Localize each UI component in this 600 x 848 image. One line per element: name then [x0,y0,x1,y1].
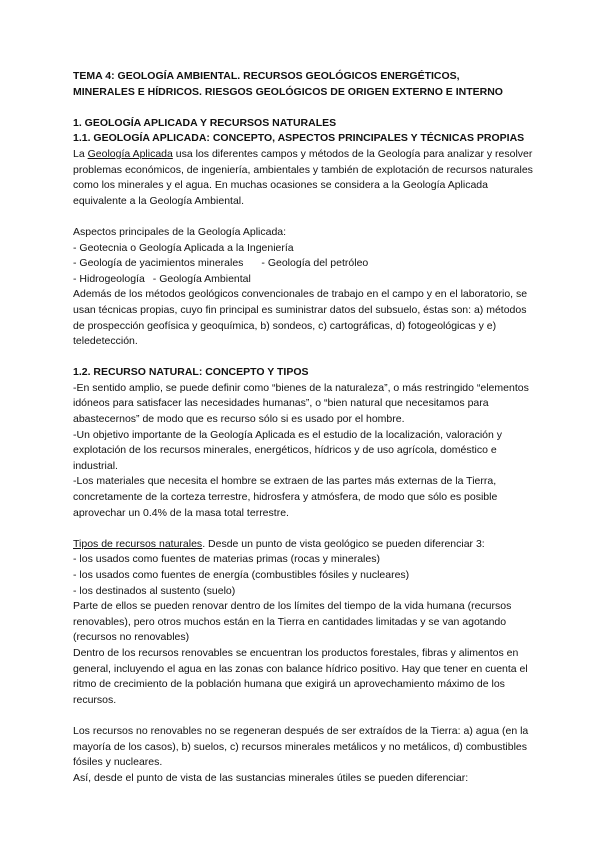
recurso-paragraph: -Los materiales que necesita el hombre se extraen de las partes más externas de la Tierra, concretamente de la corteza terrestre, hidrosfera y atmósfera, de modo que sólo es posible aprovechar un 0.4% de la masa total terrestre. [73,475,498,519]
renewable-paragraph: Parte de ellos se pueden renovar dentro de los límites del tiempo de la vida humana (recursos renovables), pero otros muchos están en la Tierra en cantidades limitadas y se van agotando (recursos no renovables) [73,600,512,644]
document-title [73,69,540,100]
aspect-item: - Geología del petróleo [261,257,369,270]
tipos-term: Tipos de recursos naturales [73,537,203,550]
aspect-item: - Hidrogeología [73,272,145,285]
tipos-list-item: - los usados como fuentes de materias primas (rocas y minerales) [73,553,380,566]
recurso-paragraph: -En sentido amplio, se puede definir como “bienes de la naturaleza”, o más restringido “elementos idóneos para satisfacer las necesidades humanas”, o “bien natural que necesitamos para abastecernos” de modo que es recurso sólo si es usado por el hombre. [73,381,529,426]
title-line-2: MINERALES E HÍDRICOS. RIESGOS GEOLÓGICOS DE ORIGEN EXTERNO E INTERNO [73,85,503,98]
title-line-1: TEMA 4: GEOLOGÍA AMBIENTAL. RECURSOS GEOLÓGICOS ENERGÉTICOS, [73,70,460,82]
methods-paragraph: Además de los métodos geológicos convencionales de trabajo en el campo y en el laboratorio, se usan técnicas propias, cuyo fin principal es suministrar datos del subsuelo, éstas son: a) métodos de prospección geofísica y geoquímica, b) sondeos, c) cartográficas, d) fotogeológicas y e) teledetección. [73,288,528,348]
aspect-item-row [73,256,540,272]
aspect-item-row [73,272,540,288]
aspect-item: - Geotecnia o Geología Aplicada a la Ingeniería [73,241,294,254]
recurso-paragraph: -Un objetivo importante de la Geología Aplicada es el estudio de la localización, valoración y explotación de los recursos minerales, energéticos, hídricos y de uso agrícola, doméstico e industrial. [73,428,503,472]
aspect-item: - Geología Ambiental [152,272,251,285]
tipos-text: . Desde un punto de vista geológico se pueden diferenciar 3: [202,537,485,550]
section-1-1-heading: 1.1. GEOLOGÍA APLICADA: CONCEPTO, ASPECTOS PRINCIPALES Y TÉCNICAS PROPIAS [73,132,525,145]
aspects-intro: Aspectos principales de la Geología Aplicada: [73,225,287,238]
renewable-paragraph: Dentro de los recursos renovables se encuentran los productos forestales, fibras y alimentos en general, incluyendo el agua en las zonas con balance hídrico positivo. Hay que tener en cuenta el ritmo de crecimiento de la población humana que exigirá un aprovechamiento máximo de los recursos. [73,646,528,706]
section-1-heading: 1. GEOLOGÍA APLICADA Y RECURSOS NATURALES [73,116,337,129]
nonrenewable-paragraph: Los recursos no renovables no se regeneran después de ser extraídos de la Tierra: a) agua (en la mayoría de los casos), b) suelos, c) recursos minerales metálicos y no metálicos, d) combustibles fósiles y nucleares. [73,724,529,769]
intro-text: usa los diferentes campos y métodos de la Geología para analizar y resolver problemas económicos, de ingeniería, ambientales y también de explotación de recursos naturales como los minerales y el agua. En muchas ocasiones se considera a la Geología Aplicada equivalente a la Geología Ambiental. [73,147,533,207]
section-1-2-heading: 1.2. RECURSO NATURAL: CONCEPTO Y TIPOS [73,366,309,379]
nonrenewable-paragraph: Así, desde el punto de vista de las sustancias minerales útiles se pueden diferenciar: [73,771,469,784]
tipos-list-item: - los destinados al sustento (suelo) [73,584,236,597]
intro-paragraph [73,147,540,209]
intro-prefix: La [73,147,88,160]
geologia-aplicada-term: Geología Aplicada [87,147,173,160]
aspect-item: - Geología de yacimientos minerales [73,257,244,270]
tipos-list-item: - los usados como fuentes de energía (combustibles fósiles y nucleares) [73,569,410,581]
tipos-paragraph [73,537,540,553]
